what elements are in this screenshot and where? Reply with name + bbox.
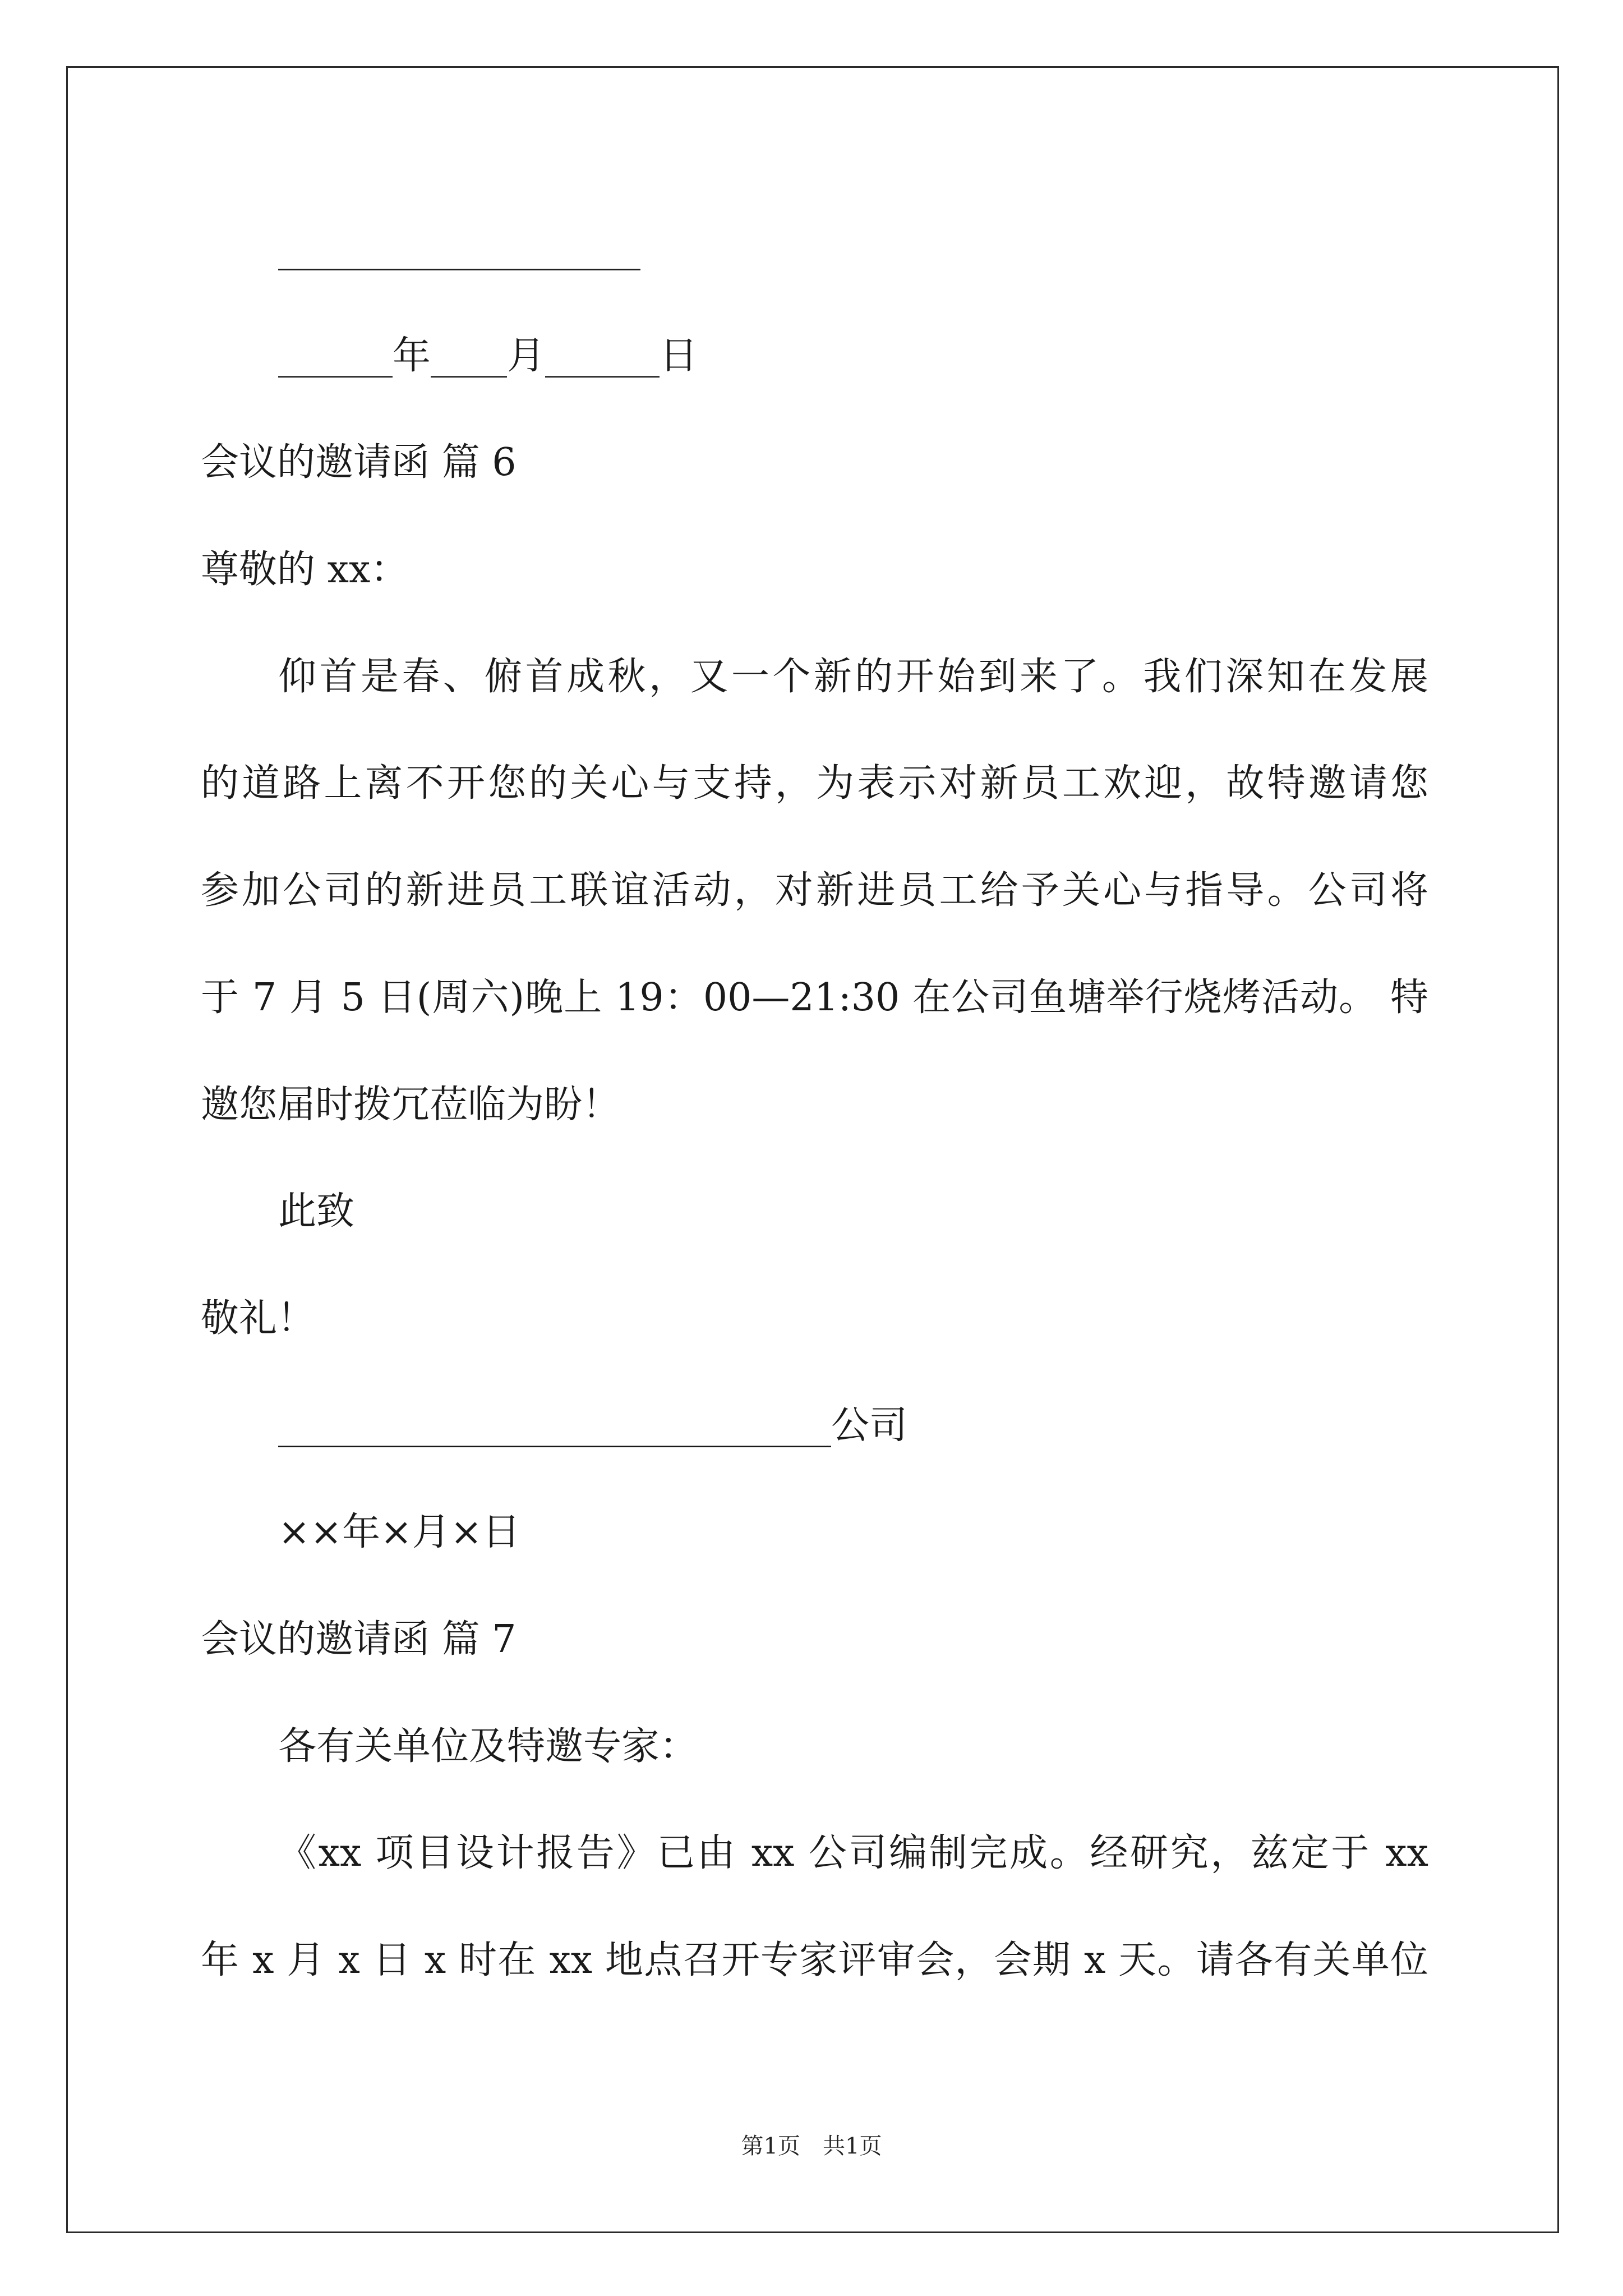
- section-7-body-line: 年 x 月 x 日 x 时在 xx 地点召开专家评审会，会期 x 天。请各有关单位: [201, 1938, 1428, 1982]
- section-7-salutation: 各有关单位及特邀专家：: [278, 1724, 698, 1769]
- page-footer: 第1页 共1页: [741, 2133, 882, 2159]
- section-7-heading: 会议的邀请函 篇 7: [201, 1617, 517, 1662]
- section-6-salutation: 尊敬的 xx：: [201, 547, 409, 592]
- section-6-body-line: 邀您届时拨冗莅临为盼！: [201, 1082, 621, 1127]
- section-6-body-line: 参加公司的新进员工联谊活动，对新进员工给予关心与指导。公司将: [201, 868, 1428, 913]
- section-6-body-line: 的道路上离不开您的关心与支持，为表示对新员工欢迎，故特邀请您: [201, 761, 1428, 806]
- section-6-heading: 会议的邀请函 篇 6: [201, 440, 517, 485]
- section-6-regards: 敬礼！: [201, 1296, 316, 1341]
- section-7-body-line: 《xx 项目设计报告》已由 xx 公司编制完成。经研究，兹定于 xx: [278, 1831, 1428, 1876]
- section-6-body-line: 仰首是春、俯首成秋，又一个新的开始到来了。我们深知在发展: [278, 654, 1428, 699]
- signature-blank: ___________________: [278, 227, 640, 271]
- section-6-body-line: 于 7 月 5 日(周六)晚上 19：00—21:30 在公司鱼塘举行烧烤活动。 特: [201, 975, 1428, 1020]
- document-body: [201, 196, 1428, 2014]
- section-6-company-line: _____________________________公司: [278, 1403, 908, 1448]
- date-blank: ______年____月______日: [278, 333, 698, 378]
- section-6-closing: 此致: [278, 1189, 355, 1234]
- section-6-date: ××年×月×日: [278, 1510, 520, 1555]
